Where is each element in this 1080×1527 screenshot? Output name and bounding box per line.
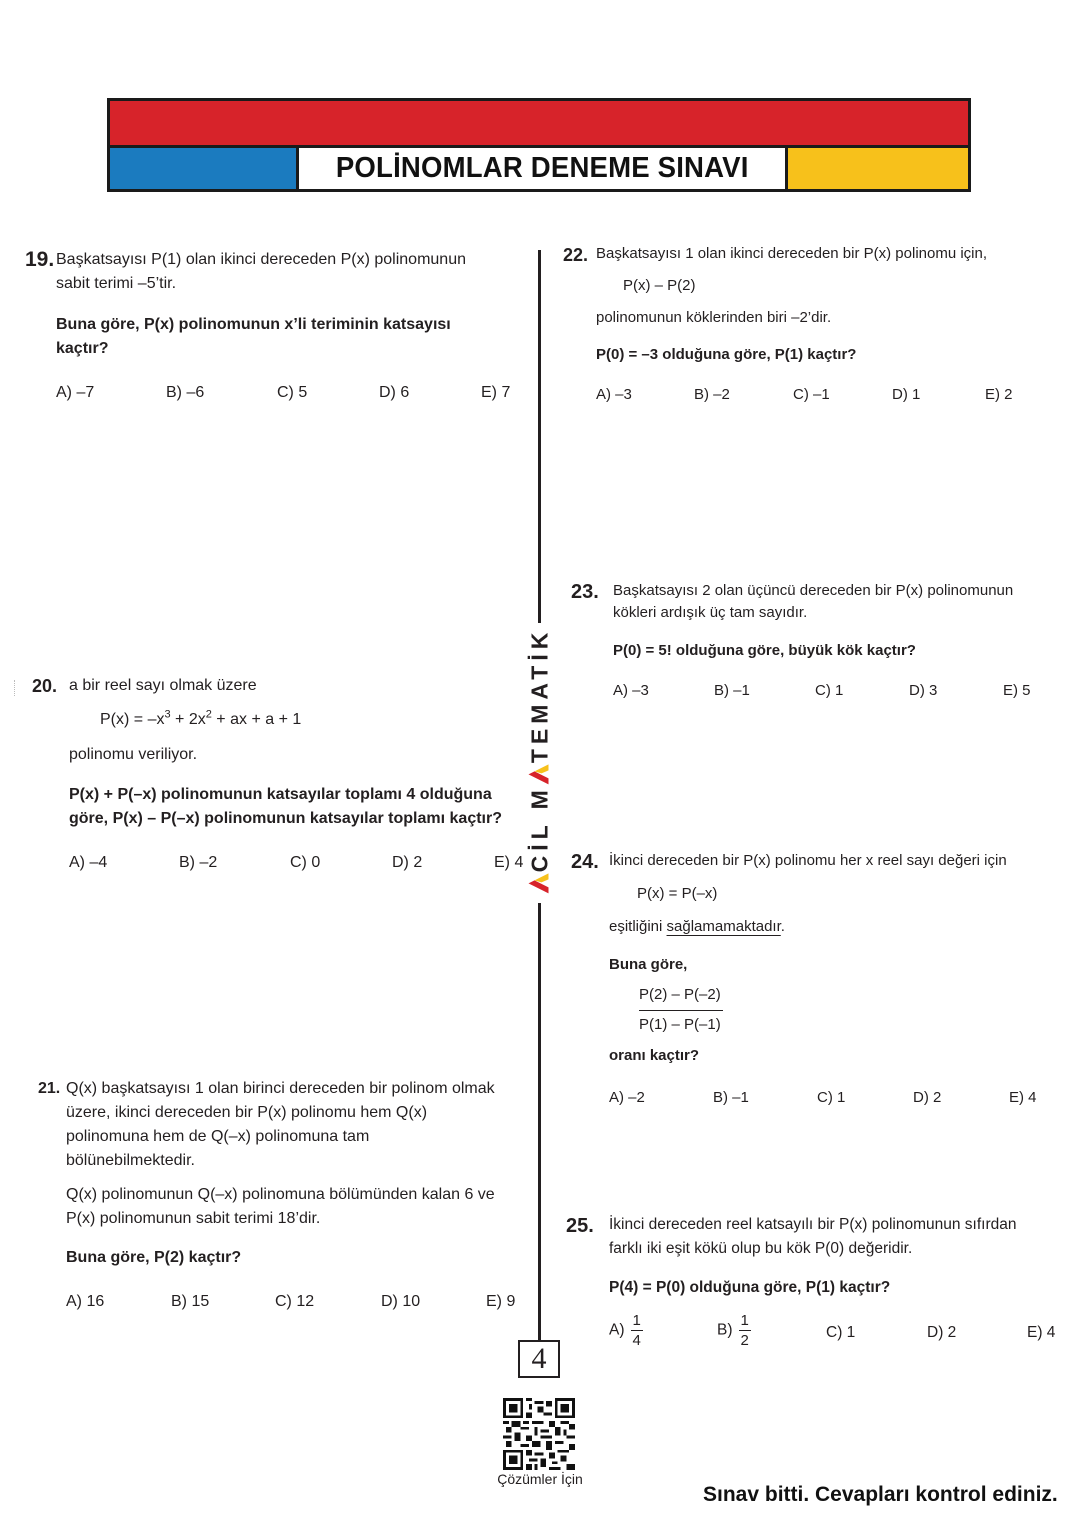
question-text: İkinci dereceden reel katsayılı bir P(x) polinomunun sıfırdan: [609, 1216, 1017, 1233]
option-b[interactable]: B) 15: [171, 1293, 210, 1310]
question-prompt: göre, P(x) – P(–x) polinomunun katsayılar toplamı kaçtır?: [69, 810, 502, 827]
option-b[interactable]: [717, 1312, 751, 1349]
text-part: .: [780, 918, 785, 935]
page-title: POLİNOMLAR DENEME SINAVI: [335, 152, 749, 184]
header-red-band: [110, 101, 968, 145]
qr-code-icon[interactable]: [503, 1398, 575, 1470]
option-label: A): [609, 1321, 625, 1339]
column-divider-top: [538, 250, 541, 623]
option-a[interactable]: A) –7: [56, 384, 95, 401]
option-e[interactable]: E) 4: [494, 854, 524, 871]
question-text: a bir reel sayı olmak üzere: [69, 677, 257, 694]
question-formula: P(x) – P(2): [623, 277, 696, 294]
option-d[interactable]: D) 2: [913, 1089, 942, 1106]
question-text: polinomunun köklerinden biri –2’dir.: [596, 309, 832, 326]
option-d[interactable]: D) 10: [381, 1293, 421, 1310]
option-d[interactable]: D) 6: [379, 384, 410, 401]
question-prompt: Buna göre,: [609, 956, 688, 973]
qr-caption: Çözümler İçin: [497, 1471, 583, 1487]
question-text: polinomuna hem de Q(–x) polinomuna tam: [66, 1128, 370, 1145]
question-number: 22.: [563, 245, 589, 265]
option-e[interactable]: E) 5: [1003, 682, 1031, 699]
question-text: kökleri ardışık üç tam sayıdır.: [613, 604, 808, 621]
question-prompt: oranı kaçtır?: [609, 1047, 700, 1064]
brand-logo-text: [527, 628, 554, 895]
option-c[interactable]: C) –1: [793, 386, 830, 403]
text-part: eşitliğini: [609, 918, 667, 935]
question-formula: [100, 708, 301, 732]
option-e[interactable]: E) 4: [1009, 1089, 1037, 1106]
option-a[interactable]: A) –2: [609, 1089, 645, 1106]
question-prompt: Buna göre, P(2) kaçtır?: [66, 1249, 242, 1266]
question-text: P(x) polinomunun sabit terimi 18’dir.: [66, 1210, 321, 1227]
question-text: [609, 915, 785, 939]
ratio-fraction: [639, 983, 723, 1037]
question-prompt: kaçtır?: [56, 340, 109, 357]
question-text: üzere, ikinci dereceden bir P(x) polinomu hem Q(x): [66, 1104, 428, 1121]
fraction-denominator: 4: [632, 1332, 641, 1349]
option-e[interactable]: E) 7: [481, 384, 511, 401]
option-c[interactable]: C) 1: [826, 1324, 856, 1341]
header-yellow-block: [788, 148, 968, 189]
question-prompt: P(x) + P(–x) polinomunun katsayılar toplamı 4 olduğuna: [69, 786, 492, 803]
question-text: sabit terimi –5’tir.: [56, 275, 177, 292]
fraction-numerator: 1: [632, 1312, 641, 1329]
question-text: Q(x) polinomunun Q(–x) polinomuna bölümünden kalan 6 ve: [66, 1186, 495, 1203]
margin-mark: [14, 680, 17, 696]
question-number: 19.: [25, 248, 55, 271]
stylized-a-icon: [528, 763, 550, 785]
question-number: 24.: [571, 851, 599, 873]
fraction: [739, 1312, 751, 1349]
fraction-denominator: P(1) – P(–1): [639, 1016, 721, 1033]
question-text: Başkatsayısı 2 olan üçüncü dereceden bir P(x) polinomunun: [613, 582, 1014, 599]
header-blue-block: [110, 148, 296, 189]
option-c[interactable]: C) 1: [815, 682, 844, 699]
option-a[interactable]: A) –4: [69, 854, 108, 871]
formula-part: + 2x: [170, 711, 206, 728]
fraction-numerator: P(2) – P(–2): [639, 983, 723, 1011]
formula-exponent: 3: [164, 708, 171, 721]
question-text: Q(x) başkatsayısı 1 olan birinci dereceden bir polinom olmak: [66, 1080, 495, 1097]
brand-logo-part: TEMATİK: [526, 627, 553, 764]
formula-part: + ax + a + 1: [211, 711, 302, 728]
exam-header-banner: [107, 98, 971, 192]
option-d[interactable]: D) 1: [892, 386, 921, 403]
option-a[interactable]: A) –3: [596, 386, 632, 403]
question-text: farklı iki eşit kökü olup bu kök P(0) değeridir.: [609, 1240, 913, 1257]
brand-logo: [523, 627, 557, 886]
option-label: B): [717, 1321, 733, 1339]
question-prompt: P(4) = P(0) olduğuna göre, P(1) kaçtır?: [609, 1279, 891, 1296]
question-number: 20.: [32, 676, 58, 696]
option-d[interactable]: D) 2: [392, 854, 423, 871]
option-b[interactable]: B) –2: [179, 854, 218, 871]
fraction: [631, 1312, 643, 1349]
question-text: Başkatsayısı P(1) olan ikinci dereceden P(x) polinomunun: [56, 251, 466, 268]
option-a[interactable]: A) 16: [66, 1293, 105, 1310]
question-number: 21.: [38, 1080, 61, 1097]
question-prompt: P(0) = 5! olduğuna göre, büyük kök kaçtır?: [613, 642, 916, 659]
question-prompt: P(0) = –3 olduğuna göre, P(1) kaçtır?: [596, 346, 857, 363]
option-e[interactable]: E) 9: [486, 1293, 516, 1310]
option-e[interactable]: E) 2: [985, 386, 1013, 403]
option-c[interactable]: C) 0: [290, 854, 321, 871]
option-d[interactable]: D) 3: [909, 682, 938, 699]
question-prompt: Buna göre, P(x) polinomunun x’li teriminin katsayısı: [56, 316, 451, 333]
underlined-emphasis: sağlamamaktadır: [666, 918, 781, 935]
option-a[interactable]: [609, 1312, 643, 1349]
option-c[interactable]: C) 12: [275, 1293, 315, 1310]
footer-message: Sınav bitti. Cevapları kontrol ediniz.: [703, 1483, 1058, 1506]
option-b[interactable]: B) –6: [166, 384, 205, 401]
stylized-a-icon: [528, 872, 550, 894]
option-c[interactable]: C) 5: [277, 384, 308, 401]
option-c[interactable]: C) 1: [817, 1089, 846, 1106]
page-number: 4: [518, 1340, 560, 1378]
header-title-box: [299, 148, 785, 189]
question-number: 23.: [571, 581, 599, 603]
question-number: 25.: [566, 1215, 594, 1237]
formula-part: P(x) = –x: [100, 711, 165, 728]
option-b[interactable]: B) –2: [694, 386, 730, 403]
option-d[interactable]: D) 2: [927, 1324, 957, 1341]
question-text: polinomu veriliyor.: [69, 746, 198, 763]
fraction-denominator: 2: [740, 1332, 749, 1349]
question-formula: P(x) = P(–x): [637, 885, 718, 902]
column-divider-bottom: [538, 903, 541, 1340]
fraction-numerator: 1: [740, 1312, 749, 1329]
option-b[interactable]: B) –1: [713, 1089, 749, 1106]
question-text: Başkatsayısı 1 olan ikinci dereceden bir P(x) polinomu için,: [596, 245, 988, 262]
option-b[interactable]: B) –1: [714, 682, 750, 699]
question-text: bölünebilmektedir.: [66, 1152, 195, 1169]
formula-exponent: 2: [205, 708, 212, 721]
question-text: İkinci dereceden bir P(x) polinomu her x reel sayı değeri için: [609, 852, 1007, 869]
brand-logo-part: CİL M: [526, 785, 553, 873]
option-e[interactable]: E) 4: [1027, 1324, 1056, 1341]
option-a[interactable]: A) –3: [613, 682, 649, 699]
